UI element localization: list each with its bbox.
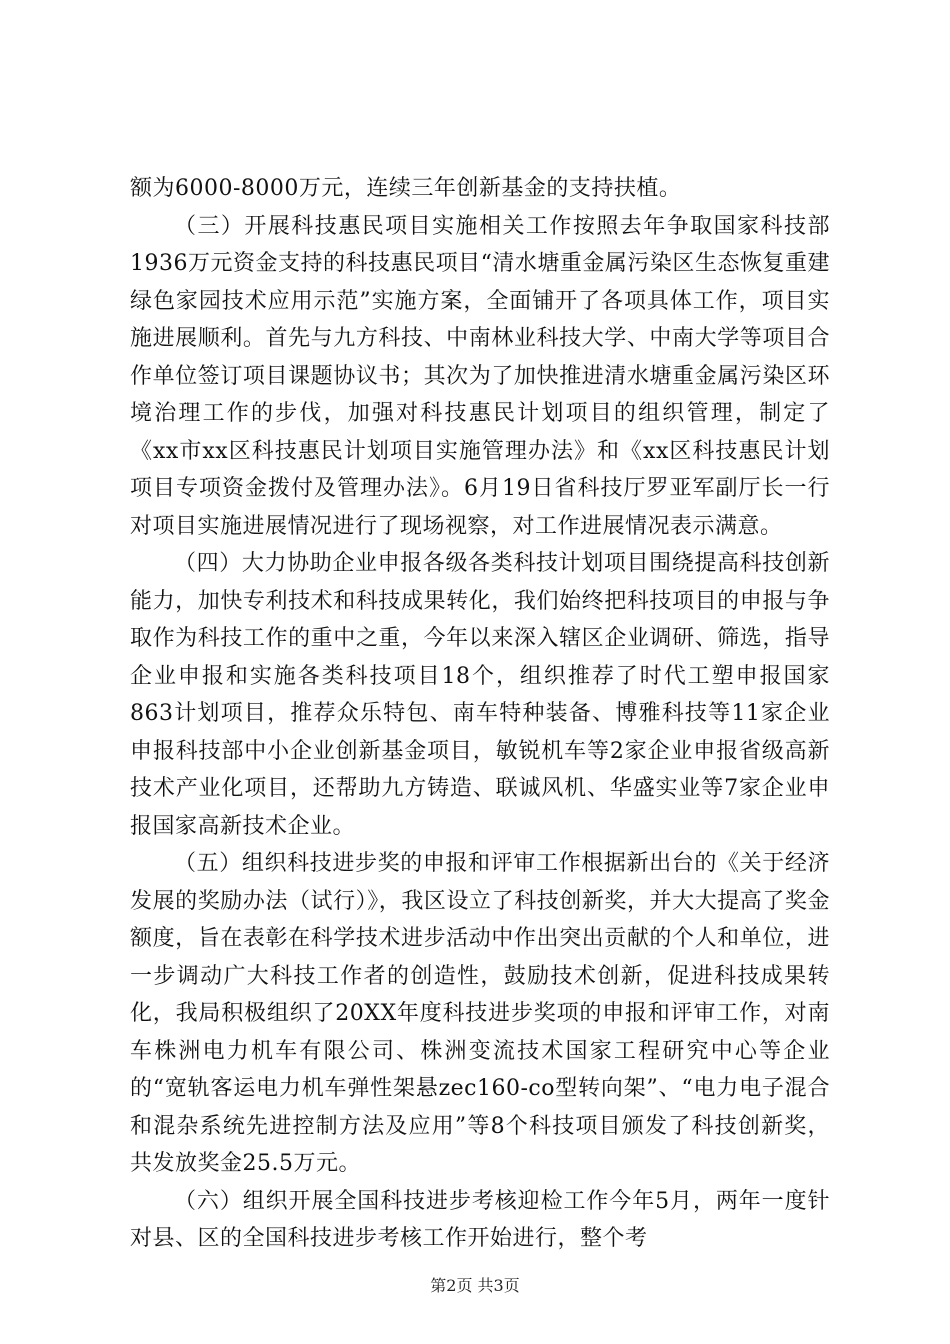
paragraph-section-6: （六）组织开展全国科技进步考核迎检工作今年5月，两年一度针对县、区的全国科技进步考核工作开始进行，整个考	[130, 1188, 830, 1251]
page-number-footer: 第2页 共3页	[430, 1276, 520, 1295]
document-body	[130, 170, 830, 1258]
paragraph-section-4: （四）大力协助企业申报各级各类科技计划项目围绕提高科技创新能力，加快专利技术和科技成果转化，我们始终把科技项目的申报与争取作为科技工作的重中之重，今年以来深入辖区企业调研、筛选，指导企业申报和实施各类科技项目18个，组织推荐了时代工塑申报国家863计划项目，推荐众乐特包、南车特种装备、博雅科技等11家企业申报科技部中小企业创新基金项目，敏锐机车等2家企业申报省级高新技术产业化项目，还帮助九方铸造、联诚风机、华盛实业等7家企业申报国家高新技术企业。	[130, 551, 830, 839]
paragraph-section-5: （五）组织科技进步奖的申报和评审工作根据新出台的《关于经济发展的奖励办法（试行）》，我区设立了科技创新奖，并大大提高了奖金额度，旨在表彰在科学技术进步活动中作出突出贡献的个人和单位，进一步调动广大科技工作者的创造性，鼓励技术创新，促进科技成果转化，我局积极组织了20XX年度科技进步奖项的申报和评审工作，对南车株洲电力机车有限公司、株洲变流技术国家工程研究中心等企业的“宽轨客运电力机车弹性架悬zec160-co型转向架”、“电力电子混合和混杂系统先进控制方法及应用”等8个科技项目颁发了科技创新奖，共发放奖金25.5万元。	[130, 851, 830, 1176]
paragraph-section-3: （三）开展科技惠民项目实施相关工作按照去年争取国家科技部1936万元资金支持的科技惠民项目“清水塘重金属污染区生态恢复重建绿色家园技术应用示范”实施方案，全面铺开了各项具体工作，项目实施进展顺利。首先与九方科技、中南林业科技大学、中南大学等项目合作单位签订项目课题协议书；其次为了加快推进清水塘重金属污染区环境治理工作的步伐，加强对科技惠民计划项目的组织管理，制定了《xx市xx区科技惠民计划项目实施管理办法》和《xx区科技惠民计划项目专项资金拨付及管理办法》。6月19日省科技厅罗亚军副厅长一行对项目实施进展情况进行了现场视察，对工作进展情况表示满意。	[130, 213, 830, 539]
paragraph-continuation: 额为6000-8000万元，连续三年创新基金的支持扶植。	[130, 176, 682, 201]
